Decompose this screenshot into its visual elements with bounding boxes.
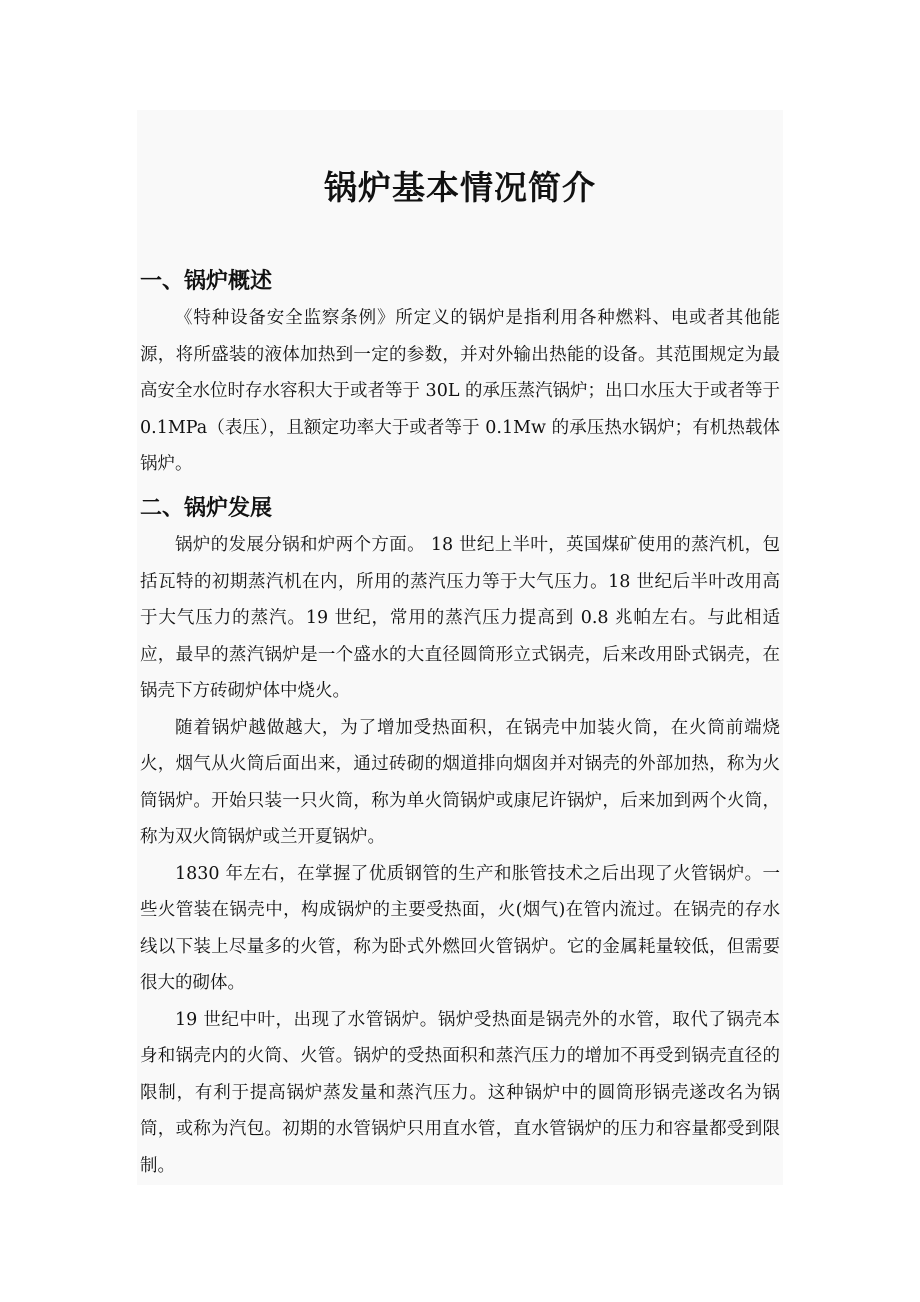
section-overview bbox=[140, 267, 780, 483]
paragraph: 19 世纪中叶，出现了水管锅炉。锅炉受热面是锅壳外的水管，取代了锅壳本身和锅壳内的火筒、火管。锅炉的受热面积和蒸汽压力的增加不再受到锅壳直径的限制，有利于提高锅炉蒸发量和蒸汽压力。这种锅炉中的圆筒形锅壳遂改名为锅筒，或称为汽包。初期的水管锅炉只用直水管，直水管锅炉的压力和容量都受到限制。 bbox=[140, 1009, 780, 1176]
paragraph: 随着锅炉越做越大，为了增加受热面积，在锅壳中加装火筒，在火筒前端烧火，烟气从火筒后面出来，通过砖砌的烟道排向烟囱并对锅壳的外部加热，称为火筒锅炉。开始只装一只火筒，称为单火筒锅炉或康尼许锅炉，后来加到两个火筒，称为双火筒锅炉或兰开夏锅炉。 bbox=[140, 717, 780, 847]
document-title: 锅炉基本情况简介 bbox=[324, 168, 596, 207]
section-heading: 二、锅炉发展 bbox=[140, 496, 273, 521]
paragraph: 1830 年左右，在掌握了优质钢管的生产和胀管技术之后出现了火管锅炉。一些火管装在锅壳中，构成锅炉的主要受热面，火(烟气)在管内流过。在锅壳的存水线以下装上尽量多的火管，称为卧式外燃回火管锅炉。它的金属耗量较低，但需要很大的砌体。 bbox=[140, 863, 780, 993]
document-page bbox=[137, 110, 783, 1185]
section-heading: 一、锅炉概述 bbox=[140, 269, 273, 294]
section-development bbox=[140, 494, 780, 1184]
paragraph: 《特种设备安全监察条例》所定义的锅炉是指利用各种燃料、电或者其他能源，将所盛装的液体加热到一定的参数，并对外输出热能的设备。其范围规定为最高安全水位时存水容积大于或者等于 30L 的承压蒸汽锅炉；出口水压大于或者等于 0.1MPa（表压），且额定功率大于或者等于 0.1Mw 的承压热水锅炉；有机热载体锅炉。 bbox=[140, 308, 781, 474]
paragraph: 锅炉的发展分锅和炉两个方面。 18 世纪上半叶，英国煤矿使用的蒸汽机，包括瓦特的初期蒸汽机在内，所用的蒸汽压力等于大气压力。18 世纪后半叶改用高于大气压力的蒸汽。19 世纪，常用的蒸汽压力提高到 0.8 兆帕左右。与此相适应，最早的蒸汽锅炉是一个盛水的大直径圆筒形立式锅壳，后来改用卧式锅壳，在锅壳下方砖砌炉体中烧火。 bbox=[140, 535, 780, 701]
